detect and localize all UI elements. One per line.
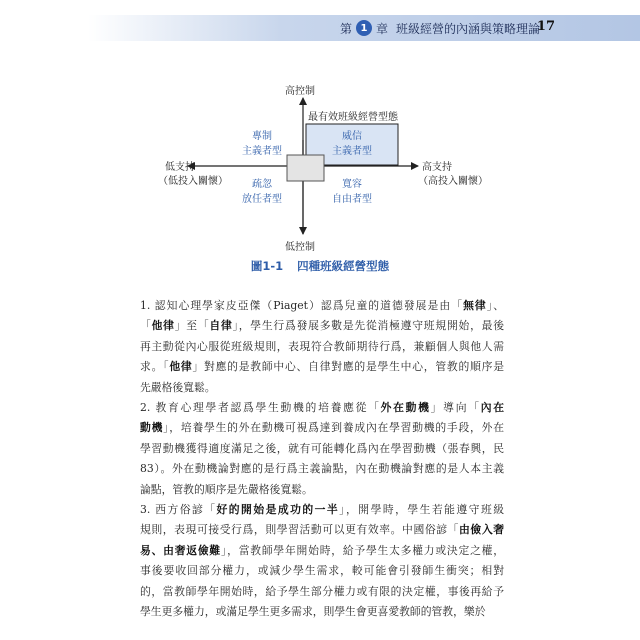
- text-line: [140, 500, 504, 520]
- paragraph-3: [140, 500, 504, 622]
- emphasis-term: 他律: [151, 319, 175, 333]
- text-run: 論點，管教的順序是先嚴格後寬鬆。: [140, 482, 313, 496]
- emphasis-term: 動機: [140, 421, 164, 435]
- low-control-label: 低控制: [285, 242, 315, 253]
- figure-number: 圖1-1: [250, 259, 284, 273]
- text-line: [140, 316, 504, 336]
- emphasis-term: 內在: [480, 401, 505, 415]
- text-run: 83）。外在動機論對應的是行爲主義論點，內在動機論對應的是人本主義: [140, 462, 504, 476]
- text-line: [140, 357, 504, 377]
- page-number: 17: [536, 19, 555, 34]
- text-line: [140, 541, 504, 561]
- figure-caption: [0, 258, 640, 274]
- text-run: 求。「: [140, 360, 170, 374]
- text-line: [140, 520, 504, 540]
- low-support-label: 低支持: [165, 162, 195, 173]
- text-run: 」對應的是教師中心、自律對應的是學生中心，管教的順序是: [192, 360, 505, 374]
- classroom-management-diagram: [0, 0, 640, 290]
- text-run: 再主動從內心服從班級規則，表現符合教師期待行爲，兼顧個人與他人需: [140, 339, 504, 353]
- low-support-sublabel: （低投入關懷）: [158, 176, 228, 187]
- text-run: 學習動機獲得適度滿足之後，就有可能轉化爲內在學習動機（張春興，民: [140, 441, 504, 455]
- text-line: [140, 439, 504, 459]
- emphasis-term: 由儉入奢: [459, 523, 505, 537]
- text-line: [140, 296, 504, 316]
- quadrant-permissive-line2: 自由者型: [332, 194, 372, 205]
- high-support-sublabel: （高投入關懷）: [418, 176, 488, 187]
- text-line: [140, 459, 504, 479]
- paragraph-2: [140, 398, 504, 500]
- text-run: 規則，表現可接受行爲，則學習活動可以更有效率。中國俗諺「: [140, 523, 460, 537]
- quadrant-permissive: [324, 177, 380, 207]
- emphasis-term: 易、由奢返儉難: [140, 543, 221, 557]
- most-effective-label: 最有效班級經營型態: [308, 112, 398, 123]
- text-line: [140, 337, 504, 357]
- text-run: 「: [140, 319, 152, 333]
- paragraph-1: [140, 296, 504, 398]
- text-run: 學生更多權力，或滿足學生更多需求，則學生會更喜愛教師的管教，樂於: [140, 605, 486, 619]
- text-line: [140, 480, 504, 500]
- emphasis-term: 無律: [463, 299, 487, 312]
- text-run: 」至「: [174, 319, 210, 333]
- high-support-label: 高支持: [422, 162, 452, 173]
- text-run: 事後要收回部分權力，或減少學生需求，較可能會引發師生衝突；相對: [140, 564, 504, 578]
- text-run: 先嚴格後寬鬆。: [140, 380, 216, 394]
- text-run: 」、: [486, 299, 505, 312]
- quadrant-neglectful-line1: 疏忽: [252, 179, 272, 190]
- text-run: 1. 認知心理學家皮亞傑（Piaget）認爲兒童的道德發展是由「: [140, 299, 464, 312]
- text-line: [140, 602, 504, 622]
- text-run: 」，開學時，學生若能遵守班級: [339, 503, 504, 517]
- text-run: 」，學生行爲發展多數是先從消極遵守班規開始，最後: [232, 319, 505, 333]
- text-run: 的，當教師學年開始時，給予學生部分權力或有限的決定權，事後再給予: [140, 584, 504, 598]
- text-line: [140, 418, 504, 438]
- chapter-number-badge: 1: [356, 20, 372, 36]
- quadrant-authoritarian-line2: 主義者型: [242, 146, 282, 157]
- text-run: 」導向「: [430, 401, 481, 415]
- body-text: [140, 296, 504, 623]
- text-line: [140, 582, 504, 602]
- text-line: [140, 378, 504, 398]
- quadrant-neglectful: [234, 177, 290, 207]
- quadrant-authoritative: [324, 129, 380, 159]
- quadrant-authoritarian: [234, 129, 290, 159]
- chapter-title: 班級經營的內涵與策略理論: [395, 21, 540, 36]
- quadrant-neglectful-line2: 放任者型: [242, 194, 282, 205]
- high-control-label: 高控制: [285, 86, 315, 97]
- emphasis-term: 自律: [209, 319, 233, 333]
- emphasis-term: 外在動機: [380, 401, 431, 415]
- text-run: 」，培養學生的外在動機可視爲達到養成內在學習動機的手段，外在: [163, 421, 504, 435]
- quadrant-authoritative-line1: 威信: [342, 131, 362, 142]
- chapter-prefix: 第: [339, 21, 352, 36]
- emphasis-term: 好的開始是成功的一半: [216, 503, 340, 517]
- diagram-graphics: [0, 0, 640, 290]
- center-square: [287, 155, 324, 181]
- emphasis-term: 他律: [169, 360, 193, 374]
- chapter-suffix: 章: [375, 21, 388, 36]
- figure-title: 四種班級經營型態: [297, 259, 390, 273]
- text-run: 」，當教師學年開始時，給予學生太多權力或決定之權，: [220, 543, 504, 557]
- quadrant-authoritarian-line1: 專制: [252, 131, 272, 142]
- quadrant-authoritative-line2: 主義者型: [332, 146, 372, 157]
- text-run: 3. 西方俗諺「: [140, 503, 217, 517]
- text-run: 2. 教育心理學者認爲學生動機的培養應從「: [140, 401, 381, 415]
- quadrant-permissive-line1: 寬容: [342, 179, 362, 190]
- text-line: [140, 398, 504, 418]
- text-line: [140, 561, 504, 581]
